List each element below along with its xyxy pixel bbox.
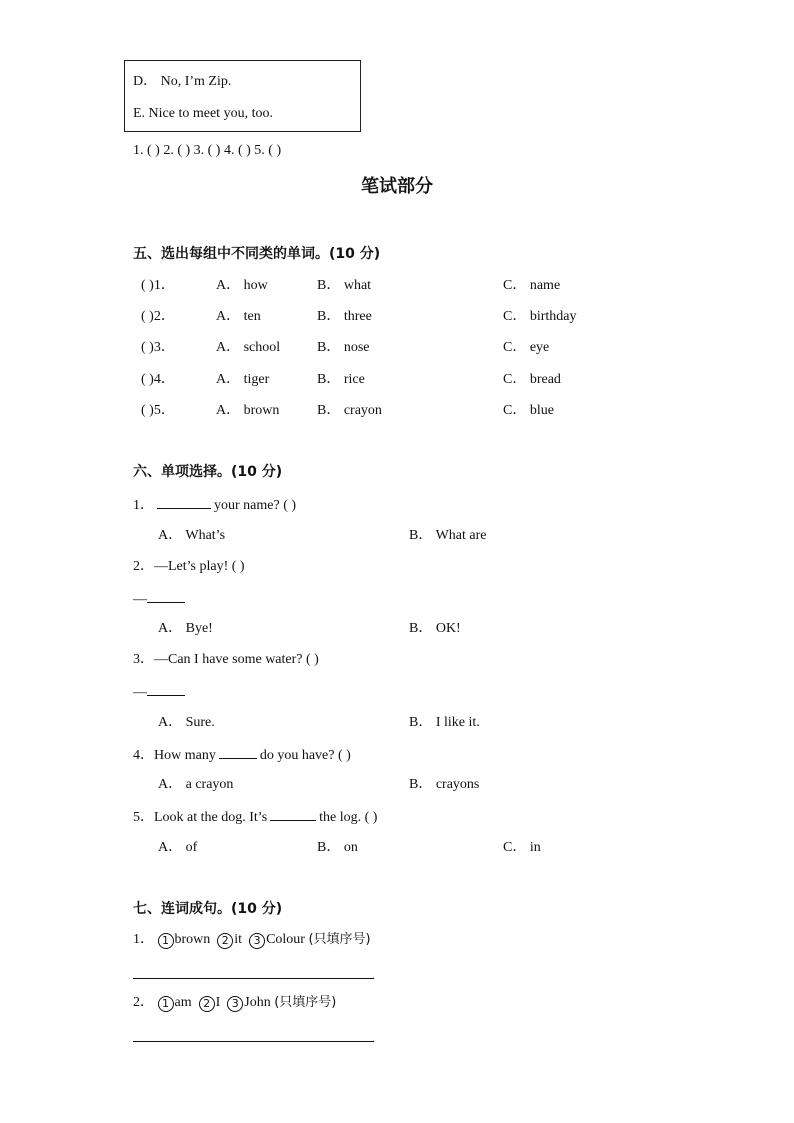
sentence-question-2 bbox=[133, 994, 336, 1012]
response-line bbox=[133, 682, 188, 702]
option-a: A． of bbox=[158, 840, 198, 855]
question-4 bbox=[133, 745, 351, 765]
option-d: D． No, I’m Zip. bbox=[133, 74, 232, 89]
section5-heading: 五、选出每组中不同类的单词。(10 分) bbox=[133, 246, 381, 262]
option-a: A． how bbox=[216, 278, 268, 293]
word: brown bbox=[174, 932, 211, 947]
option-c: C． bread bbox=[503, 372, 561, 387]
option-a: A． a crayon bbox=[158, 777, 234, 792]
option-b: B． crayons bbox=[409, 777, 480, 792]
option-b: B． what bbox=[317, 278, 372, 293]
question-number: 3． bbox=[133, 652, 154, 667]
option-c: C． blue bbox=[503, 403, 554, 418]
options-box bbox=[124, 60, 361, 132]
question-text: do you have? ( ) bbox=[259, 748, 351, 763]
question-2 bbox=[133, 558, 245, 576]
question-text: Look at the dog. It’s bbox=[154, 810, 268, 825]
option-b: B． OK! bbox=[409, 621, 461, 636]
circled-number-2: 2 bbox=[199, 996, 215, 1012]
section7-heading: 七、连词成句。(10 分) bbox=[133, 901, 283, 917]
question-number: 2． bbox=[133, 995, 154, 1010]
answer-paren: ( )1． bbox=[141, 278, 175, 293]
circled-number-3: 3 bbox=[227, 996, 243, 1012]
sentence-question-1 bbox=[133, 931, 371, 949]
question-number: 1． bbox=[133, 498, 154, 513]
option-e: E. Nice to meet you, too. bbox=[133, 106, 273, 121]
response-line bbox=[133, 589, 188, 609]
answer-blank bbox=[147, 589, 185, 603]
answer-row: 1. ( ) 2. ( ) 3. ( ) 4. ( ) 5. ( ) bbox=[133, 143, 282, 158]
page-title: 笔试部分 bbox=[361, 176, 433, 197]
option-b: B． What are bbox=[409, 528, 487, 543]
question-text: —Let’s play! ( ) bbox=[154, 559, 245, 574]
question-number: 4． bbox=[133, 748, 154, 763]
response-dash: — bbox=[133, 592, 147, 607]
option-a: A． tiger bbox=[216, 372, 270, 387]
answer-blank bbox=[147, 682, 185, 696]
answer-line bbox=[133, 1041, 373, 1042]
question-number: 5． bbox=[133, 810, 154, 825]
instruction-note: (只填序号) bbox=[274, 995, 337, 1010]
end-dot: . bbox=[372, 968, 375, 982]
word: John bbox=[244, 995, 271, 1010]
question-1 bbox=[133, 495, 296, 515]
option-b: B． I like it. bbox=[409, 715, 480, 730]
option-b: B． on bbox=[317, 840, 358, 855]
answer-paren: ( )3． bbox=[141, 340, 175, 355]
option-c: C． eye bbox=[503, 340, 550, 355]
option-c: C． name bbox=[503, 278, 561, 293]
option-a: A． ten bbox=[216, 309, 261, 324]
option-b: B． crayon bbox=[317, 403, 382, 418]
option-a: A． Bye! bbox=[158, 621, 213, 636]
word: it bbox=[234, 932, 243, 947]
question-3 bbox=[133, 651, 319, 669]
answer-paren: ( )5． bbox=[141, 403, 175, 418]
answer-blank bbox=[157, 495, 211, 509]
question-text: —Can I have some water? ( ) bbox=[154, 652, 319, 667]
question-number: 2． bbox=[133, 559, 154, 574]
circled-number-3: 3 bbox=[249, 933, 265, 949]
question-text: your name? ( ) bbox=[214, 498, 297, 513]
option-a: A． school bbox=[216, 340, 281, 355]
circled-number-1: 1 bbox=[158, 996, 174, 1012]
instruction-note: (只填序号) bbox=[308, 932, 371, 947]
question-5 bbox=[133, 807, 377, 827]
circled-number-2: 2 bbox=[217, 933, 233, 949]
option-a: A． Sure. bbox=[158, 715, 215, 730]
answer-paren: ( )2． bbox=[141, 309, 175, 324]
section6-heading: 六、单项选择。(10 分) bbox=[133, 464, 283, 480]
option-a: A． brown bbox=[216, 403, 280, 418]
word: Colour bbox=[266, 932, 305, 947]
end-dot: . bbox=[372, 1031, 375, 1045]
option-b: B． nose bbox=[317, 340, 370, 355]
circled-number-1: 1 bbox=[158, 933, 174, 949]
question-text: How many bbox=[154, 748, 216, 763]
option-c: C． birthday bbox=[503, 309, 577, 324]
word: I bbox=[215, 995, 221, 1010]
question-number: 1． bbox=[133, 932, 154, 947]
response-dash: — bbox=[133, 685, 147, 700]
answer-blank bbox=[270, 807, 316, 821]
answer-paren: ( )4． bbox=[141, 372, 175, 387]
answer-line bbox=[133, 978, 373, 979]
word: am bbox=[174, 995, 192, 1010]
option-b: B． three bbox=[317, 309, 372, 324]
question-text: the log. ( ) bbox=[319, 810, 378, 825]
option-b: B． rice bbox=[317, 372, 365, 387]
option-c: C． in bbox=[503, 840, 541, 855]
option-a: A． What’s bbox=[158, 528, 226, 543]
answer-blank bbox=[219, 745, 257, 759]
